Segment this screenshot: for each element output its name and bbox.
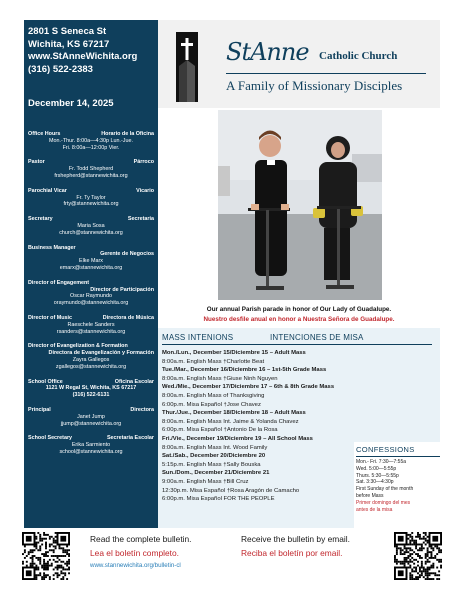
business-manager-contact: Business Manager Gerente de Negocios Elke Marx emarx@stannewichita.org [28,244,154,271]
mass-heading-divider [162,344,432,345]
receive-email-text-es: Reciba el boletín por email. [241,548,343,558]
principal-contact: Principal Directora Janet Jump jjump@stannewichita.org [28,406,154,427]
bulletin-url-link[interactable]: www.stannewichita.org/bulletin-cl [90,562,181,569]
evangelization-contact: Director of Evangelization & Formation Directora de Evangelización y Formación Zayra Gallegos zgallegos@stannewichita.org [28,343,154,370]
mass-day-heading: Tue./Mar., December 16/Diciembre 16 – 1st-5th Grade Mass [162,367,327,374]
office-hours: Office Hours Horario de la Oficina Mon.-Thur. 8:00a—4:30p Lun.-Jue. Fri. 8:00a—12:00p Vier. [28,131,154,151]
photo-caption-en: Our annual Parish parade in honor of Our Lady of Guadalupe. [206,306,392,313]
mass-intention: 8:00a.m. English Mass †Charlotte Beat [162,358,265,365]
brand-name: StAnne [226,38,309,66]
confessions-box: CONFESSIONS Mon.- Fri. 7:30—7:55a Wed. 5:00—5:55p Thurs. 5:30—5:55p Sat. 3:30—4:30p First Sunday of the month before Mass Primer domingo del mes antes de la misa [354,442,440,528]
mass-intention: 9:00a.m. English Mass †Bill Cruz [162,478,249,485]
mass-day-heading: Fri./Vie., December 19/Diciembre 19 – All School Mass [162,435,313,442]
brand-divider [226,73,426,74]
mass-intention: 8:00a.m. English Mass Int. Wood Family [162,444,268,451]
email-link[interactable]: zgallegos@stannewichita.org [55,363,127,370]
mass-intention: 8:00a.m. English Mass †Giuse Ninh Nguyen [162,375,278,382]
bulletin-qr-code[interactable] [22,532,70,580]
bulletin-date: December 14, 2025 [28,98,114,109]
engagement-contact: Director of Engagement Director de Participación Oscar Raymundo oraymundo@stannewichita.org [28,279,154,307]
mass-intention: 5:15p.m. English Mass †Sally Bouska [162,461,261,468]
school-secretary-contact: School Secretary Secretaria Escolar Erika Sarmiento school@stannewichita.org [28,435,154,455]
mass-intention: 6:00p.m. Misa Español †Antonio De la Rosa [162,427,278,434]
mass-day-heading: Mon./Lun., December 15/Diciembre 15 – Adult Mass [162,350,306,356]
email-link[interactable]: rsanders@stannewichita.org [56,328,126,335]
photo-caption-es: Nuestro desfile anual en honor a Nuestra Señora de Guadalupe. [203,316,395,323]
mass-intention: 6:00p.m. Misa Español FOR THE PEOPLE [162,496,275,503]
parade-photo [218,110,382,300]
mass-day-heading: Thur./Jue., December 18/Diciembre 18 – Adult Mass [162,410,306,417]
mass-day-heading: Sun./Dom., December 21/Diciembre 21 [162,470,270,477]
email-link[interactable]: frshepherd@stannewichita.org [54,172,128,179]
website-link[interactable]: www.StAnneWichita.org [28,51,138,62]
email-link[interactable]: frty@stannewichita.org [63,201,119,208]
brand-subtitle: Catholic Church [319,50,398,62]
confessions-title: CONFESSIONS [356,445,440,457]
church-steeple-cross-logo [176,32,198,102]
email-signup-qr-code[interactable] [394,532,442,580]
pastor-contact: Pastor Párroco Fr. Todd Shepherd frshepherd@stannewichita.org [28,159,154,179]
phone-number: (316) 522-2383 [28,63,93,75]
school-office-contact: School Office Oficina Escolar 1121 W Regal St, Wichita, KS 67217 (316) 522-6131 [28,378,154,399]
email-link[interactable]: oraymundo@stannewichita.org [53,300,129,307]
email-link[interactable]: emarx@stannewichita.org [59,264,123,271]
mass-intention: 12:30p.m. Misa Español †Rosa Aragón de Camacho [162,487,300,494]
email-link[interactable]: school@stannewichita.org [59,448,123,455]
vicar-contact: Parochial Vicar Vicario Fr. Ty Taylor frty@stannewichita.org [28,187,154,208]
receive-email-text: Receive the bulletin by email. [241,534,350,544]
brand-tagline: A Family of Missionary Disciples [226,78,403,93]
mass-intention: 6:00p.m. Misa Español †Jose Chavez [162,401,261,408]
parish-address: 2801 S Seneca St Wichita, KS 67217 www.StAnneWichita.org (316) 522-2383 [28,26,154,76]
email-link[interactable]: church@stannewichita.org [59,229,123,236]
mass-intentions-heading: MASS INTENIONS INTENCIONES DE MISA [162,333,364,342]
email-link[interactable]: jjump@stannewichita.org [60,420,122,427]
secretary-contact: Secretary Secretaria Maria Sosa church@stannewichita.org [28,216,154,236]
contact-sidebar [24,20,158,528]
read-bulletin-text-es: Lea el boletín completo. [90,548,179,558]
mass-intention: 8:00a.m. English Mass Int. Jaime & Yolanda Chavez [162,418,299,425]
mass-intention: 8:00a.m. English Mass of Thanksgiving [162,392,265,399]
read-bulletin-text: Read the complete bulletin. [90,534,192,544]
mass-day-heading: Sat./Sab., December 20/Diciembre 20 [162,453,266,460]
music-contact: Director of Music Directora de Música Raeschele Sanders rsanders@stannewichita.org [28,314,154,335]
mass-day-heading: Wed./Mie., December 17/Diciembre 17 – 6th & 8th Grade Mass [162,384,335,391]
